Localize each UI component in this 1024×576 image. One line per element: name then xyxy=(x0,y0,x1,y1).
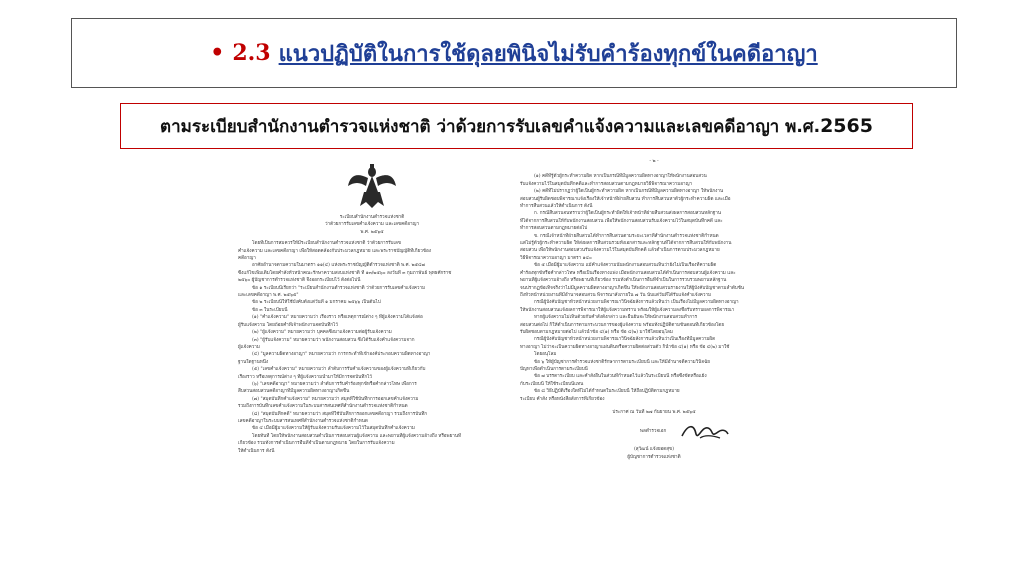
subtitle-text: ตามระเบียบสำนักงานตำรวจแห่งชาติ ว่าด้วยการรับเลขคำแจ้งความและเลขคดีอาญา พ.ศ. xyxy=(160,116,821,137)
document-line: (๕) "เลขคำแจ้งความ" หมายความว่า ลำดับการรับคำแจ้งความของผู้แจ้งความที่เกี่ยวกับ xyxy=(252,367,426,373)
document-line: ทางอาญา ไม่ว่าจะเป็นความผิดทางอาญาแผ่นดินหรือความผิดต่อส่วนตัว ก็นำข้อ ๔(๑) หรือ ข้อ ๔(๒) มาใช้ xyxy=(520,344,730,350)
document-line: พยานที่ผู้แจ้งความอ้างถึง หรือพยานที่เกี่ยวข้อง รวมทั้งดำเนินการอื่นที่จำเป็นในการรวบรวมพยานหลักฐาน xyxy=(520,278,727,284)
document-line: หากผู้แจ้งความไม่เห็นด้วยกับคำสั่งดังกล่าว และยืนยันจะให้พนักงานสอบสวนทำการ xyxy=(534,315,698,321)
document-line: ที่ได้จากการสืบสวนให้กับพนักงานสอบสวน เพื่อให้พนักงานสอบสวนรับแจ้งความไว้ในสมุดบันทึกคดี และ xyxy=(520,218,723,224)
document-line: เรื่องราว หรือเหตุการณ์ต่าง ๆ ที่ผู้แจ้งความนำมาให้มีการจดบันทึกไว้ xyxy=(238,374,373,380)
garuda-emblem-icon xyxy=(346,162,398,210)
document-line: ผู้รับแจ้งความ โดยถ้อยคำที่เจ้าพนักงานจดบันทึกไว้ xyxy=(238,322,338,328)
page-title xyxy=(210,36,817,71)
document-line: แต่ไม่รู้ตัวผู้กระทำความผิด ให้ส่งผลการสืบสวนรวมทั้งเอกสารและหลักฐานที่ได้จากการสืบสวนให้กับพนักงาน xyxy=(520,241,732,247)
document-line: ข้อ ๘ วิธีปฏิบัติเรื่องใดที่ไม่ได้กำหนดในระเบียบนี้ ให้ถือปฏิบัติตามกฎหมาย xyxy=(534,389,680,395)
document-line: ๒๕๖๐ ผู้บัญชาการตำรวจแห่งชาติ จึงออกระเบียบไว้ ดังต่อไปนี้ xyxy=(238,278,361,284)
document-line: ปัญหาเพื่อดำเนินการตามระเบียบนี้ xyxy=(520,366,588,372)
document-line: ข้อ ๕ เมื่อมีผู้มาแจ้งความ แม้คำแจ้งความนั้นพนักงานสอบสวนเห็นว่ายังไม่เป็นเรื่องที่ความผิด xyxy=(534,263,717,269)
document-line: (๓) "ผู้รับแจ้งความ" หมายความว่า พนักงานสอบสวน ซึ่งได้รับแจ้งคำแจ้งความจาก xyxy=(252,337,415,343)
document-line: โดยอนุโลม xyxy=(534,352,557,358)
title-box xyxy=(71,18,957,88)
page-number: - ๒ - xyxy=(649,159,659,164)
signer-name: (สุวัฒน์ แจ้งยอดสุข) xyxy=(634,447,674,453)
document-line: ข. กรณีเจ้าหน้าที่ฝ่ายสืบสวนได้ทำการสืบสวนตามระยะเวลาที่สำนักงานตำรวจแห่งชาติกำหนด xyxy=(534,233,719,239)
document-line: คำร้องทุกข์หรือคำกล่าวโทษ หรือเป็นเรื่องทางแพ่ง เมื่อพนักงานสอบสวนได้ดำเนินการสอบสวนผู้แจ้งความ และ xyxy=(520,270,736,276)
document-line: อาศัยอำนาจตามความในมาตรา ๑๑(๔) แห่งพระราชบัญญัติตำรวจแห่งชาติ พ.ศ. ๒๕๔๗ xyxy=(252,263,425,269)
document-line: ข้อ ๑ ระเบียบนี้เรียกว่า "ระเบียบสำนักงานตำรวจแห่งชาติ ว่าด้วยการรับเลขคำแจ้งความ xyxy=(252,285,426,291)
document-page-2 xyxy=(520,152,788,572)
document-line: (๑) "คำแจ้งความ" หมายความว่า เรื่องราว หรือเหตุการณ์ต่าง ๆ ที่ผู้แจ้งความได้แจ้งต่อ xyxy=(252,315,423,321)
document-line: รับผิดชอบตามกฎหมายต่อไป แล้วนำข้อ ๔(๑) หรือ ข้อ ๔(๒) มาใช้โดยอนุโลม xyxy=(520,329,673,335)
subtitle-year: 2565 xyxy=(820,114,873,137)
document-line: ทำการสืบสวนแล้วให้ดำเนินการ ดังนี้ xyxy=(520,204,593,210)
document-line: และเลขคดีอาญา พ.ศ. ๒๕๖๕" xyxy=(238,293,299,299)
document-line: ระเบียบ คำสั่ง หรือหนังสือสั่งการที่เกี่ยวข้อง xyxy=(520,396,605,402)
document-line: คดีอาญา xyxy=(238,256,256,262)
document-header-line: ว่าด้วยการรับเลขคำแจ้งความ และเลขคดีอาญา xyxy=(324,222,420,228)
document-line: (๒) คดีที่ไม่ปรากฏว่าผู้ใดเป็นผู้กระทำความผิด หากเป็นกรณีที่มีมูลความผิดทางอาญา ให้พนักงาน xyxy=(534,189,724,195)
document-line: วิธีพิจารณาความอาญา มาตรา ๑๔๐ xyxy=(520,255,592,261)
document-line: (๖) "เลขคดีอาญา" หมายความว่า ลำดับการรับคำร้องทุกข์หรือคำกล่าวโทษ เพื่อการ xyxy=(252,381,417,387)
document-line: ถึงหัวหน้าหน่วยงานที่มีอำนาจสอบสวน พิจารณาสั่งภายใน ๗ วัน นับแต่วันที่ได้รับแจ้งคำแจ้งความ xyxy=(520,292,712,298)
document-line: ทำการสอบสวนตามกฎหมายต่อไป xyxy=(520,226,588,232)
document-line: เลขคดีอาญาในระบบสารสนเทศที่สำนักงานตำรวจแห่งชาติกำหนด xyxy=(238,418,368,424)
document-line: (๑) คดีที่รู้ตัวผู้กระทำความผิด หากเป็นกรณีที่มีมูลความผิดทางอาญาให้พนักงานสอบสวน xyxy=(534,174,707,180)
document-line: โดยทันที โดยให้พนักงานสอบสวนดำเนินการสอบสวนผู้แจ้งความ และพยานที่ผู้แจ้งความอ้างถึง หรือพยานที่ xyxy=(252,433,462,439)
document-line: ข้อ ๔ เมื่อมีผู้มาแจ้งความให้ผู้รับแจ้งความรับแจ้งความไว้ในสมุดบันทึกคำแจ้งความ xyxy=(252,426,415,432)
signature-icon xyxy=(680,420,730,442)
document-line: โดยที่เป็นการสมควรให้มีระเบียบสำนักงานตำรวจแห่งชาติ ว่าด้วยการรับเลข xyxy=(252,241,401,247)
document-line: ให้พนักงานสอบสวนแจ้งผลการพิจารณาให้ผู้แจ้งความทราบ พร้อมให้ผู้แจ้งความลงชื่อรับทราบผลการพิจารณา xyxy=(520,307,735,313)
document-line: (๔) "มูลความผิดทางอาญา" หมายความว่า การกระทำที่เข้าองค์ประกอบความผิดทางอาญา xyxy=(252,352,431,358)
document-line: ก. กรณีสืบสวนจนทราบว่าผู้ใดเป็นผู้กระทำผิดให้เจ้าหน้าที่ฝ่ายสืบสวนส่งผลการสอบสวนหลักฐาน xyxy=(534,211,722,217)
document-line: กรณีผู้บังคับบัญชาหัวหน้าหน่วยงานพิจารณาวินิจฉัยสั่งการแล้วเห็นว่าเป็นเรื่องที่มีมูลความผิด xyxy=(534,337,716,343)
signer-rank: พลตำรวจเอก xyxy=(640,429,667,435)
document-header-line: พ.ศ. ๒๕๖๕ xyxy=(360,229,384,235)
signer-position: ผู้บัญชาการตำรวจแห่งชาติ xyxy=(627,454,681,460)
document-line: รับแจ้งความไว้ในสมุดบันทึกคดีและทำการสอบสวนตามกฎหมายวิธีพิจารณาความอาญา xyxy=(520,181,693,187)
document-line: กับระเบียบนี้ ให้ใช้ระเบียบนี้แทน xyxy=(520,381,584,387)
document-page-1 xyxy=(238,152,506,572)
document-line: (๒) "ผู้แจ้งความ" หมายความว่า บุคคลซึ่งมาแจ้งความต่อผู้รับแจ้งความ xyxy=(252,330,392,336)
document-line: สอบสวนต่อไป ก็ให้ดำเนินการตามกระบวนการของผู้แจ้งความ พร้อมทั้งปฏิบัติตามขั้นตอนที่เกี่ยวข้องโดย xyxy=(520,322,725,328)
document-line: ข้อ ๒ ระเบียบนี้ให้ใช้บังคับตั้งแต่วันที่ ๑ มกราคม ๒๕๖๖ เป็นต้นไป xyxy=(252,300,381,306)
subtitle xyxy=(160,113,873,140)
announcement-date: ประกาศ ณ วันที่ ๒๗ กันยายน พ.ศ. ๒๕๖๕ xyxy=(612,410,696,415)
document-line: คำแจ้งความ และเลขคดีอาญา เพื่อให้สอดคล้องกับประมวลกฎหมาย และพระราชบัญญัติที่เกี่ยวข้อง xyxy=(238,248,431,254)
document-line: ข้อ ๖ ให้ผู้บัญชาการตำรวจแห่งชาติรักษาการตามระเบียบนี้ และให้มีอำนาจตีความวินิจฉัย xyxy=(534,359,710,365)
document-line: กรณีผู้บังคับบัญชาหัวหน้าหน่วยงานพิจารณาวินิจฉัยสั่งการแล้วเห็นว่า เป็นเรื่องไม่มีมูลความผิดทางอาญา xyxy=(534,300,739,306)
title-bullet: • xyxy=(210,40,225,66)
title-text: แนวปฏิบัติในการใช้ดุลยพินิจไม่รับคำร้องทุกข์ในคดีอาญา xyxy=(278,40,818,67)
document-line: ผู้แจ้งความ xyxy=(238,344,260,350)
document-line: รวมถึงการบันทึกเลขคำแจ้งความในระบบสารสนเทศที่สำนักงานตำรวจแห่งชาติกำหนด xyxy=(238,404,408,410)
document-line: ซึ่งแก้ไขเพิ่มเติมโดยคำสั่งหัวหน้าคณะรักษาความสงบแห่งชาติ ที่ ๑๓/๒๕๖๐ ลงวันที่ ๓ กุมภาพันธ์ พุทธศักราช xyxy=(238,270,452,276)
document-line: จนปรากฏข้อเท็จจริงว่าไม่มีมูลความผิดทางอาญาเกิดขึ้น ให้พนักงานสอบสวนรายงานให้ผู้บังคับบัญชาตามลำดับชั้น xyxy=(520,285,744,291)
document-line: เกี่ยวข้อง รวมทั้งการดำเนินการอื่นที่จำเป็นตามกฎหมาย โดยในการรับแจ้งความ xyxy=(238,441,395,447)
document-line: ข้อ ๗ บรรดาระเบียบ และคำสั่งอื่นในส่วนที่กำหนดไว้แล้วในระเบียบนี้ หรือซึ่งขัดหรือแย้ง xyxy=(534,374,707,380)
document-line: สอบสวนผู้รับผิดชอบพิจารณาแจ้งเรื่องให้เจ้าหน้าที่ฝ่ายสืบสวน ทำการสืบสวนหาตัวผู้กระทำความผิด และเมื่อ xyxy=(520,196,731,202)
document-line: สืบสวนสอบสวนคดีอาญาที่มีมูลความผิดทางอาญาเกิดขึ้น xyxy=(238,389,350,395)
document-header-line: ระเบียบสำนักงานตำรวจแห่งชาติ xyxy=(339,215,405,220)
document-line: ให้ดำเนินการ ดังนี้ xyxy=(238,448,275,454)
subtitle-box xyxy=(120,103,913,149)
document-line: ข้อ ๓ ในระเบียบนี้ xyxy=(252,307,288,313)
document-line: สอบสวน เพื่อให้พนักงานสอบสวนรับแจ้งความไว้ในสมุดบันทึกคดี แล้วดำเนินการตามประมวลกฎหมาย xyxy=(520,248,720,254)
document-line: (๗) "สมุดบันทึกคำแจ้งความ" หมายความว่า สมุดที่ใช้บันทึกการออกเลขคำแจ้งความ xyxy=(252,396,419,402)
title-number: 2.3 xyxy=(232,40,271,66)
document-line: (๘) "สมุดบันทึกคดี" หมายความว่า สมุดที่ใช้บันทึกการออกเลขคดีอาญา รวมถึงการบันทึก xyxy=(252,411,428,417)
document-line: ฐานใดฐานหนึ่ง xyxy=(238,359,269,365)
